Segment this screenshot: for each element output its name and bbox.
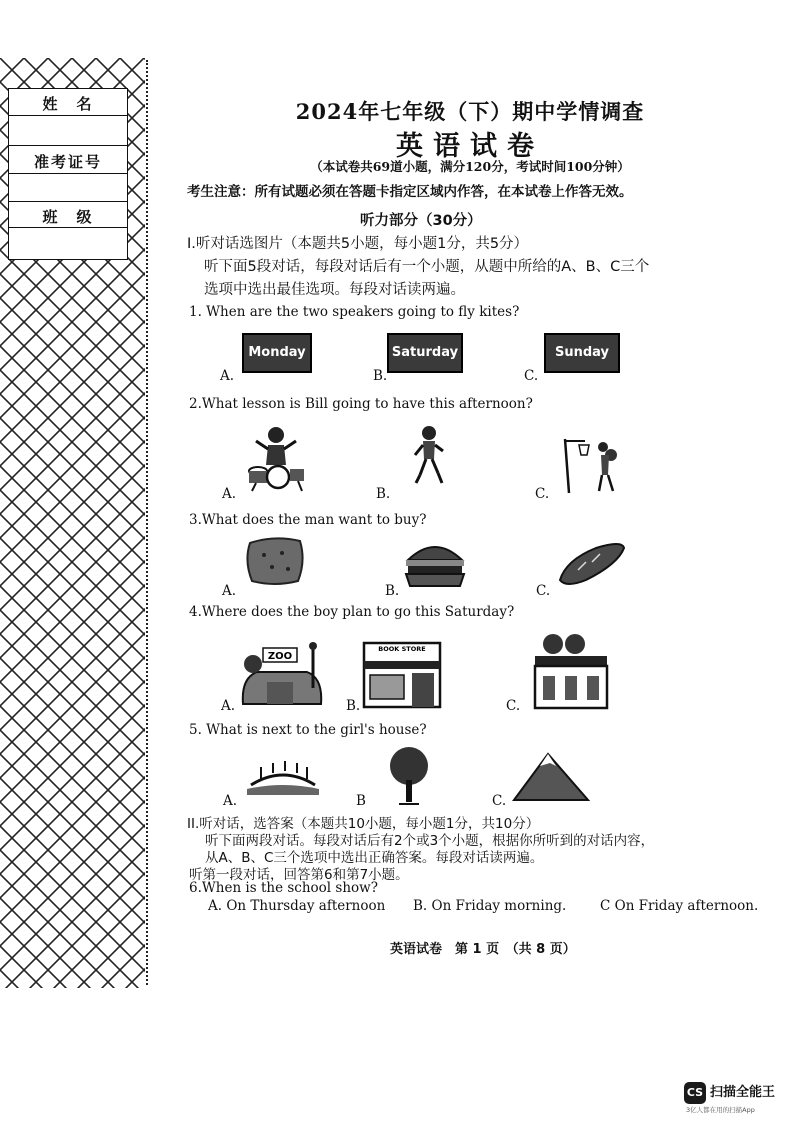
biscuit-picture [244, 535, 306, 587]
q2-option-c: C. [535, 486, 550, 502]
q2-option-a: A. [222, 486, 237, 502]
bread-picture [556, 540, 628, 586]
q4-option-a: A. [221, 698, 236, 714]
mountain-picture [512, 750, 590, 802]
section1-instruction-2: 选项中选出最佳选项。每段对话读两遍。 [204, 282, 465, 298]
saturday-picture: Saturday [387, 333, 463, 373]
section2-instruction-2: 从A、B、C三个选项中选出正确答案。每段对话读两遍。 [205, 850, 544, 866]
exam-info: （本试卷共69道小题，满分120分，考试时间100分钟） [310, 159, 630, 174]
tree-picture [385, 746, 433, 806]
running-boy-picture [412, 425, 446, 487]
listening-part-title: 听力部分（30分） [360, 213, 482, 229]
sunday-picture: Sunday [544, 333, 620, 373]
drum-kit-picture [246, 423, 306, 493]
question-6: 6.When is the school show? [189, 880, 378, 896]
hamburger-picture [402, 536, 468, 592]
section2-instruction-3: 听第一段对话，回答第6和第7小题。 [189, 867, 409, 883]
section1-instruction-1: 听下面5段对话，每段对话后有一个小题，从题中所给的A、B、C三个 [204, 259, 650, 275]
q4-option-b: B. [346, 698, 361, 714]
q3-option-c: C. [536, 583, 551, 599]
q4-option-c: C. [506, 698, 521, 714]
q5-option-a: A. [223, 793, 238, 809]
q1-option-a: A. [220, 368, 235, 384]
section2-instruction-1: 听下面两段对话。每段对话后有2个或3个小题，根据你所听到的对话内容， [205, 833, 655, 849]
basketball-picture [555, 433, 631, 495]
zoo-sign: ZOO [267, 651, 293, 662]
q2-option-b: B. [376, 486, 391, 502]
section1-title: I.听对话选图片（本题共5小题，每小题1分，共5分） [187, 236, 529, 252]
notice: 考生注意：所有试题必须在答题卡指定区域内作答，在本试卷上作答无效。 [187, 184, 633, 200]
exam-title: 2024年七年级（下）期中学情调查 [295, 99, 645, 124]
name-label: 姓 名 [42, 95, 94, 113]
exam-id-label: 准考证号 [33, 153, 102, 171]
q5-option-b: B [356, 793, 366, 809]
cut-line [146, 60, 148, 985]
q3-option-b: B. [385, 583, 400, 599]
cinema-picture [531, 632, 611, 710]
bookstore-picture [362, 641, 442, 709]
question-5: 5. What is next to the girl's house? [189, 722, 427, 738]
subject-title: 英语试卷 [396, 131, 544, 162]
camscanner-tagline: 3亿人都在用的扫描App [686, 1106, 755, 1114]
page-footer: 英语试卷 第 1 页 （共 8 页） [390, 942, 576, 957]
zoo-picture [237, 638, 325, 708]
q6-option-b: B. On Friday morning. [413, 898, 567, 914]
question-2: 2.What lesson is Bill going to have this afternoon? [189, 396, 533, 412]
q5-option-c: C. [492, 793, 507, 809]
monday-picture: Monday [242, 333, 312, 373]
q1-option-c: C. [524, 368, 539, 384]
question-4: 4.Where does the boy plan to go this Saturday? [189, 604, 515, 620]
q1-option-b: B. [373, 368, 388, 384]
question-1: 1. When are the two speakers going to fly kites? [189, 304, 520, 320]
q6-option-c: C On Friday afternoon. [600, 898, 759, 914]
section2-title: II.听对话，选答案（本题共10小题，每小题1分，共10分） [187, 816, 540, 832]
camscanner-name: 扫描全能王 [710, 1085, 776, 1100]
class-label: 班 级 [42, 208, 94, 226]
bookstore-sign: BOOK STORE [378, 645, 426, 653]
q6-option-a: A. On Thursday afternoon [208, 898, 386, 914]
question-3: 3.What does the man want to buy? [189, 512, 427, 528]
bridge-picture [247, 759, 319, 795]
q3-option-a: A. [222, 583, 237, 599]
student-info-box [8, 88, 128, 260]
camscanner-logo: CS [684, 1082, 706, 1104]
